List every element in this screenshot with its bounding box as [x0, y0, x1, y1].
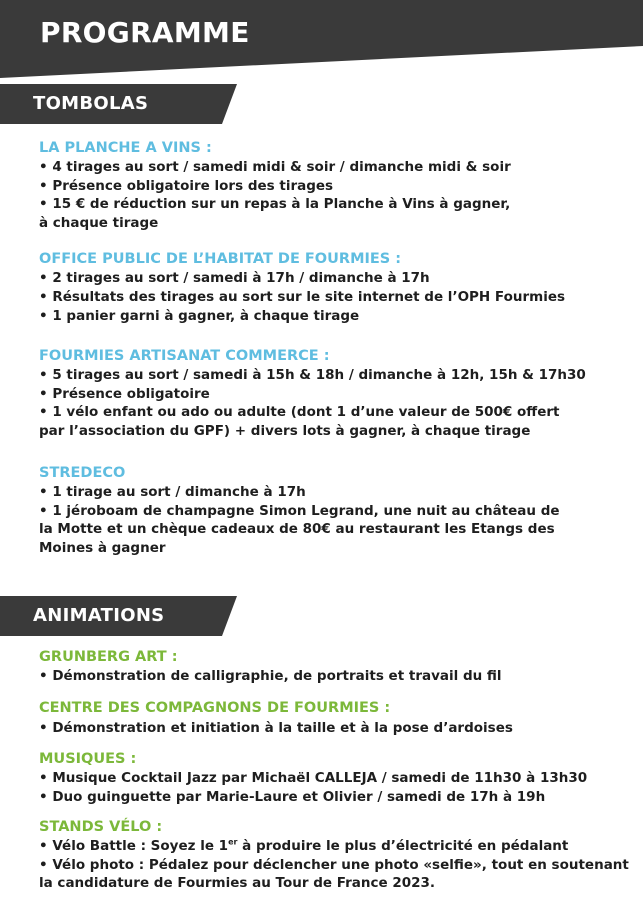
block-line: à chaque tirage	[39, 214, 159, 231]
block-line: • Résultats des tirages au sort sur le site internet de l’OPH Fourmies	[39, 288, 566, 305]
block-heading: LA PLANCHE A VINS :	[39, 140, 212, 156]
block-line: • Présence obligatoire lors des tirages	[39, 177, 334, 194]
block-line: Moines à gagner	[39, 539, 166, 556]
line-text: à produire le plus d’électricité en pédalant	[237, 838, 569, 854]
block-heading: GRUNBERG ART :	[39, 649, 178, 665]
line-text: • Vélo Battle : Soyez le 1	[39, 838, 229, 854]
section-tab-tombolas	[0, 84, 240, 124]
block-heading: STANDS VÉLO :	[39, 819, 163, 835]
block-line: • 5 tirages au sort / samedi à 15h & 18h / dimanche à 12h, 15h & 17h30	[39, 367, 586, 383]
tombola-stredeco	[39, 464, 629, 557]
block-line: • 1 tirage au sort / dimanche à 17h	[39, 484, 306, 500]
ordinal-suffix: er	[228, 837, 238, 847]
section-tab-animations	[0, 596, 240, 636]
block-line: • 15 € de réduction sur un repas à la Planche à Vins à gagner,	[39, 196, 511, 212]
animation-stands-velo	[39, 818, 629, 893]
page-title: PROGRAMME	[40, 16, 250, 49]
title-banner	[0, 0, 643, 78]
block-line: la candidature de Fourmies au Tour de France 2023.	[39, 875, 436, 891]
animation-centre-compagnons	[39, 699, 629, 738]
block-line: • Démonstration de calligraphie, de portraits et travail du fil	[39, 668, 502, 684]
animation-grunberg-art	[39, 648, 629, 686]
tombola-fourmies-artisanat-commerce	[39, 347, 629, 440]
block-line: • Présence obligatoire	[39, 385, 210, 402]
animation-musiques	[39, 750, 629, 806]
tombola-planche-a-vins	[39, 139, 629, 232]
block-heading: CENTRE DES COMPAGNONS DE FOURMIES :	[39, 700, 391, 716]
block-line: • 2 tirages au sort / samedi à 17h / dimanche à 17h	[39, 270, 430, 286]
block-line: • Musique Cocktail Jazz par Michaël CALLEJA / samedi de 11h30 à 13h30	[39, 770, 588, 786]
block-line: • 1 panier garni à gagner, à chaque tirage	[39, 308, 360, 324]
block-line: • 1 vélo enfant ou ado ou adulte (dont 1 d’une valeur de 500€ offert	[39, 404, 560, 420]
block-heading: MUSIQUES :	[39, 751, 137, 767]
block-line: • Démonstration et initiation à la taille et à la pose d’ardoises	[39, 720, 513, 736]
block-line: • 4 tirages au sort / samedi midi & soir / dimanche midi & soir	[39, 159, 511, 175]
section-label-animations: ANIMATIONS	[33, 605, 165, 626]
tombola-oph-fourmies	[39, 250, 629, 326]
block-heading: STREDECO	[39, 465, 126, 481]
block-heading: OFFICE PUBLIC DE L’HABITAT DE FOURMIES :	[39, 251, 402, 267]
block-line-velo-battle	[39, 837, 629, 856]
block-heading: FOURMIES ARTISANAT COMMERCE :	[39, 348, 330, 364]
section-label-tombolas: TOMBOLAS	[33, 93, 149, 114]
block-line: par l’association du GPF) + divers lots à gagner, à chaque tirage	[39, 422, 531, 439]
block-line: • 1 jéroboam de champagne Simon Legrand, une nuit au château de	[39, 502, 560, 519]
block-line: la Motte et un chèque cadeaux de 80€ au restaurant les Etangs des	[39, 521, 555, 537]
block-line: • Vélo photo : Pédalez pour déclencher une photo «selfie», tout en soutenant	[39, 856, 629, 873]
block-line: • Duo guinguette par Marie-Laure et Olivier / samedi de 17h à 19h	[39, 788, 546, 805]
